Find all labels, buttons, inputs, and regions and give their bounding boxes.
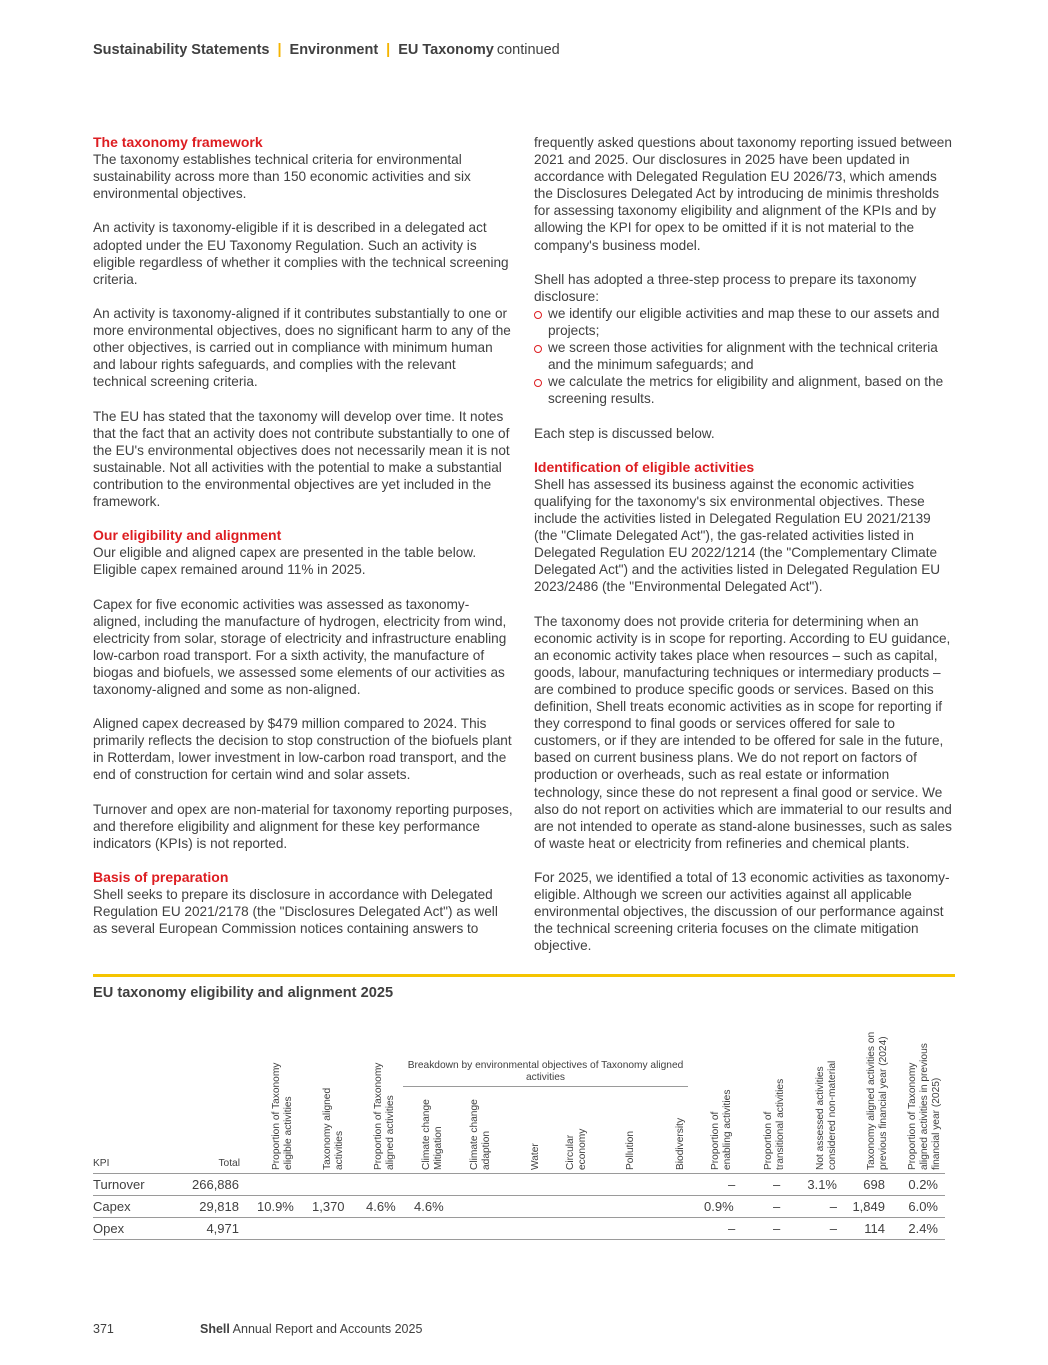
page-footer [93, 1322, 423, 1336]
brand-name: Shell [200, 1322, 230, 1336]
cell-ccm: 4.6% [414, 1199, 444, 1214]
cell-total: 4,971 [206, 1221, 239, 1236]
header-ccm: Climate change Mitigation [421, 1099, 444, 1170]
list-item: we screen those activities for alignment with the technical criteria and the minimum safeguards; and [534, 339, 956, 373]
header-prev-aligned: Taxonomy aligned activities on previous financial year (2024) [866, 1031, 889, 1170]
list-item: we identify our eligible activities and map these to our assets and projects; [534, 305, 956, 339]
cell-transitional: – [773, 1177, 781, 1192]
header-water: Water [530, 1143, 541, 1170]
cell-prop-aligned: 4.6% [366, 1199, 396, 1214]
group-underline [403, 1086, 688, 1087]
breadcrumb-item: Environment [289, 42, 379, 58]
cell-kpi: Turnover [93, 1177, 145, 1192]
header-kpi: KPI [93, 1158, 110, 1169]
header-prop-aligned: Proportion of Taxonomy aligned activities [373, 1062, 396, 1170]
paragraph: Shell seeks to prepare its disclosure in accordance with Delegated Regulation EU 2021/2178 (the "Disclosures Delegated Act") as well as several European Commission notices containing answers to [93, 887, 498, 937]
cell-prev-prop: 0.2% [908, 1177, 938, 1192]
left-column [93, 134, 513, 937]
cell-not-assessed: 3.1% [807, 1177, 837, 1192]
header-not-assessed: Not assessed activities considered non-material [815, 1060, 838, 1170]
cell-not-assessed: – [829, 1221, 837, 1236]
taxonomy-table [93, 974, 955, 1001]
paragraph: The taxonomy does not provide criteria for determining when an economic activity is in scope for reporting. According to EU guidance, an economic activity takes place when resources – such as capital, goods, labour, manufacturing techniques or intermediary products – are combined to produce specific goods or services. Based on this definition, Shell treats economic activities as in scope for reporting if they correspond to final goods or services offered for sale to customers, or if they are intended to be offered for sale in the future, based on current business plans. We do not report on factors of production or overheads, such as real estate or information technology, since these do not represent a final good or service. We also do not report on activities which are immaterial to our results and are not intended to operate as stand-alone businesses, such as sales of waste heat or electricity from refineries and chemical plants. [534, 613, 952, 851]
table-row [93, 1174, 945, 1196]
list-item: we calculate the metrics for eligibility and alignment, based on the screening results. [534, 373, 956, 407]
cell-kpi: Capex [93, 1199, 131, 1214]
cell-enabling: 0.9% [704, 1199, 734, 1214]
header-cca: Climate change adaption [469, 1099, 492, 1170]
section-heading: The taxonomy framework [93, 134, 263, 150]
table-top-rule [93, 974, 955, 977]
cell-enabling: – [728, 1177, 736, 1192]
cell-prev-prop: 6.0% [908, 1199, 938, 1214]
paragraph: The EU has stated that the taxonomy will develop over time. It notes that the fact that an activity does not contribute substantially to one of the EU's environmental objectives does not necessarily mean it is not sustainable. Not all activities with the potential to make a substantial contribution to the environmental objectives are yet included in the framework. [93, 408, 510, 509]
paragraph: Each step is discussed below. [534, 425, 715, 441]
paragraph: Aligned capex decreased by $479 million compared to 2024. This primarily reflects the decision to stop construction of the biofuels plant in Rotterdam, lower investment in low-carbon road transport, and the end of construction for certain wind and solar assets. [93, 716, 512, 783]
bullet-list [534, 305, 956, 408]
cell-prev-aligned: 1,849 [852, 1199, 885, 1214]
cell-prop-eligible: 10.9% [257, 1199, 294, 1214]
report-title: Annual Report and Accounts 2025 [232, 1322, 423, 1336]
paragraph: Turnover and opex are non-material for taxonomy reporting purposes, and therefore eligibility and alignment for these key performance indicators (KPIs) is not reported. [93, 801, 513, 851]
breadcrumb-item: Sustainability Statements [93, 42, 270, 58]
right-column [534, 134, 956, 955]
cell-enabling: – [728, 1221, 736, 1236]
paragraph: Our eligible and aligned capex are presented in the table below. Eligible capex remained around 11% in 2025. [93, 545, 477, 578]
breadcrumb-separator: | [386, 42, 391, 58]
paragraph: Capex for five economic activities was assessed as taxonomy-aligned, including the manufacture of hydrogen, electricity from wind, electricity from solar, storage of electricity and infrastructure enabling low-carbon road transport. For a sixth activity, the manufacture of biogas and biofuels, we assessed some elements of our activities as taxonomy-aligned and some as non-aligned. [93, 596, 507, 697]
cell-prev-prop: 2.4% [908, 1221, 938, 1236]
section-heading: Identification of eligible activities [534, 458, 755, 475]
paragraph: The taxonomy establishes technical criteria for environmental sustainability across more than 150 economic activities and six environmental objectives. [93, 152, 471, 202]
header-prop-eligible: Proportion of Taxonomy eligible activities [271, 1062, 294, 1170]
header-prev-prop: Proportion of Taxonomy aligned activities in previous financial year (2025) [907, 1043, 942, 1170]
header-total: Total [218, 1158, 240, 1169]
cell-total: 29,818 [199, 1199, 239, 1214]
header-transitional: Proportion of transitional activities [763, 1078, 786, 1170]
cell-transitional: – [773, 1199, 781, 1214]
footer-brand-line [200, 1322, 422, 1336]
cell-not-assessed: – [829, 1199, 837, 1214]
header-pollution: Pollution [625, 1130, 636, 1170]
header-group-breakdown: Breakdown by environmental objectives of Taxonomy aligned activities [407, 1060, 684, 1083]
paragraph: For 2025, we identified a total of 13 economic activities as taxonomy-eligible. Although we screen our activities against all applicable environmental objectives, the discussion of our performance against the technical screening criteria focuses on the climate mitigation objective. [534, 870, 950, 954]
header-aligned: Taxonomy aligned activities [322, 1087, 345, 1170]
paragraph: An activity is taxonomy-eligible if it is described in a delegated act adopted under the EU Taxonomy Regulation. Such an activity is eligible regardless of whether it complies with the technical screening criteria. [93, 220, 509, 287]
cell-transitional: – [773, 1221, 781, 1236]
page-number: 371 [93, 1322, 114, 1336]
breadcrumb-separator: | [277, 42, 282, 58]
paragraph: Shell has assessed its business against the economic activities qualifying for the taxonomy's six environmental objectives. These include the activities listed in Delegated Regulation EU 2021/2139 (the "Climate Delegated Act"), the gas-related activities listed in Delegated Regulation EU 2022/1214 (the "Complementary Climate Delegated Act") and the activities listed in Delegated Regulation EU 2023/2486 (the "Environmental Delegated Act"). [534, 476, 941, 595]
header-circular: Circular economy [565, 1128, 588, 1170]
table-row [93, 1196, 945, 1218]
breadcrumb-item: EU Taxonomy [398, 42, 494, 58]
table-title: EU taxonomy eligibility and alignment 2025 [93, 985, 394, 1001]
header-enabling: Proportion of enabling activities [710, 1089, 733, 1170]
section-heading: Basis of preparation [93, 869, 229, 886]
cell-prev-aligned: 114 [864, 1221, 885, 1236]
paragraph: frequently asked questions about taxonomy reporting issued between 2021 and 2025. Our disclosures in 2025 have been updated in accordance with Delegated Regulation EU 2026/73, which amends the Disclosures Delegated Act by introducing de minimis thresholds for assessing taxonomy eligibility and alignment of the KPIs and by allowing the KPI for opex to be omitted if it is not material to the company's business model. [534, 135, 952, 253]
paragraph: Shell has adopted a three-step process to prepare its taxonomy disclosure: [534, 271, 917, 304]
cell-kpi: Opex [93, 1221, 125, 1236]
cell-total: 266,886 [192, 1177, 239, 1192]
paragraph: An activity is taxonomy-aligned if it contributes substantially to one or more environmental objectives, does no significant harm to any of the other objectives, is carried out in compliance with minimum human and labour rights safeguards, and complies with the relevant technical screening criteria. [93, 305, 511, 390]
header-biodiversity: Biodiversity [675, 1117, 686, 1170]
breadcrumb-suffix: continued [496, 42, 560, 58]
cell-aligned: 1,370 [312, 1199, 345, 1214]
breadcrumb [93, 42, 560, 58]
table-row [93, 1218, 945, 1240]
cell-prev-aligned: 698 [863, 1177, 885, 1192]
section-heading: Our eligibility and alignment [93, 527, 282, 544]
